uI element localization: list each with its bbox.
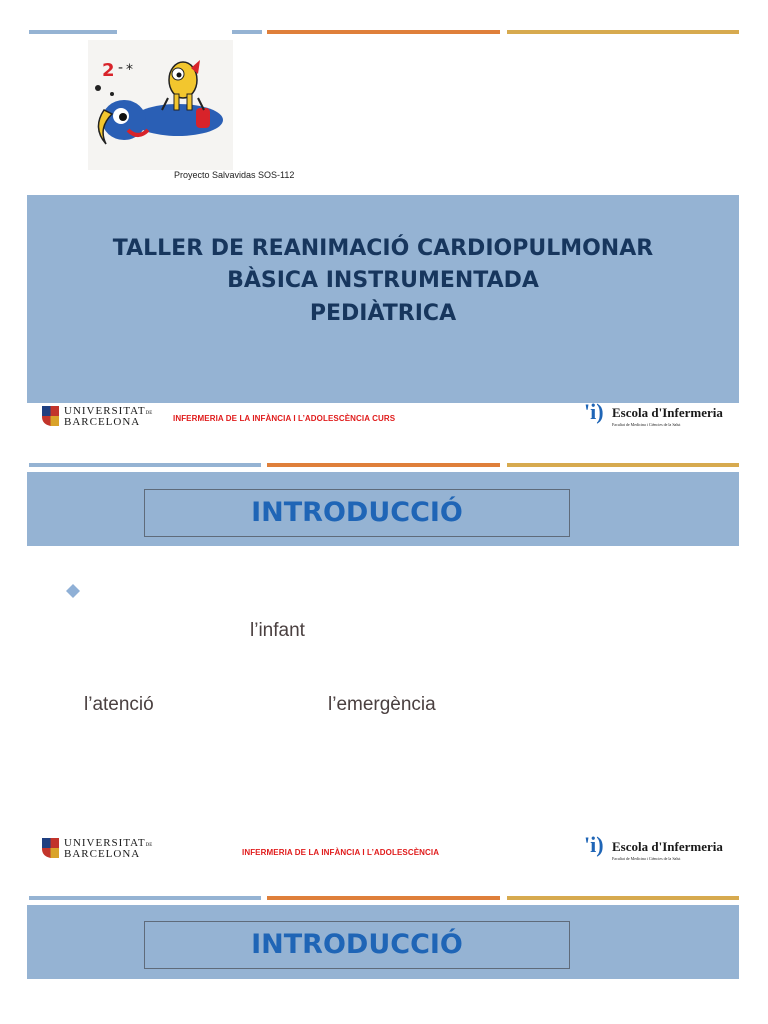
accent-bar-orange xyxy=(267,463,500,467)
accent-bar-blue xyxy=(29,463,261,467)
escola-subtitle: Facultat de Medicina i Ciències de la Salut xyxy=(612,422,681,427)
slide-title-line-2: BÀSICA INSTRUMENTADA xyxy=(227,268,539,293)
accent-bar-gold xyxy=(507,463,739,467)
escola-subtitle: Facultat de Medicina i Ciències de la Salut xyxy=(612,856,681,861)
slide-title-line-1: TALLER DE REANIMACIÓ CARDIOPULMONAR xyxy=(112,236,654,261)
accent-bar-blue xyxy=(232,30,262,34)
escola-name: Escola d'Infermeria xyxy=(612,839,723,854)
university-name-de: DE xyxy=(145,843,153,848)
university-name-line-2: BARCELONA xyxy=(64,416,141,428)
course-footer-label: INFERMERIA DE LA INFÀNCIA I L’ADOLESCÈNCIA xyxy=(242,848,440,857)
escola-mark-icon: 'i) xyxy=(584,832,604,857)
slide-heading: INTRODUCCIÓ xyxy=(144,489,570,537)
accent-bar-orange xyxy=(267,896,500,900)
university-name-de: DE xyxy=(145,411,153,416)
cpr-cartoon-illustration xyxy=(88,40,233,170)
body-word-emergencia: l’emergència xyxy=(328,694,436,715)
svg-text:*: * xyxy=(126,62,133,78)
accent-bar-gold xyxy=(507,896,739,900)
diamond-bullet-icon xyxy=(66,584,80,598)
accent-bar-gold xyxy=(507,30,739,34)
university-name-line-2: BARCELONA xyxy=(64,848,141,860)
svg-text:-: - xyxy=(118,60,124,76)
slide-title-line-3: PEDIÀTRICA xyxy=(309,301,457,326)
accent-bar-blue xyxy=(29,896,261,900)
slide-heading: INTRODUCCIÓ xyxy=(144,921,570,969)
accent-bar-orange xyxy=(267,30,500,34)
university-shield-icon xyxy=(42,406,59,426)
body-word-infant: l’infant xyxy=(250,620,305,641)
university-name-line-1: UNIVERSITAT xyxy=(64,405,146,417)
body-word-atencio: l’atenció xyxy=(84,694,154,715)
escola-name: Escola d'Infermeria xyxy=(612,405,723,420)
university-shield-icon xyxy=(42,838,59,858)
accent-bar-blue xyxy=(29,30,117,34)
course-footer-label: INFERMERIA DE LA INFÀNCIA I L’ADOLESCÈNCIA CURS xyxy=(173,414,396,423)
svg-text:2: 2 xyxy=(102,60,115,81)
escola-mark-icon: 'i) xyxy=(584,399,604,424)
university-name-line-1: UNIVERSITAT xyxy=(64,837,146,849)
illustration-caption: Proyecto Salvavidas SOS-112 xyxy=(174,170,295,180)
